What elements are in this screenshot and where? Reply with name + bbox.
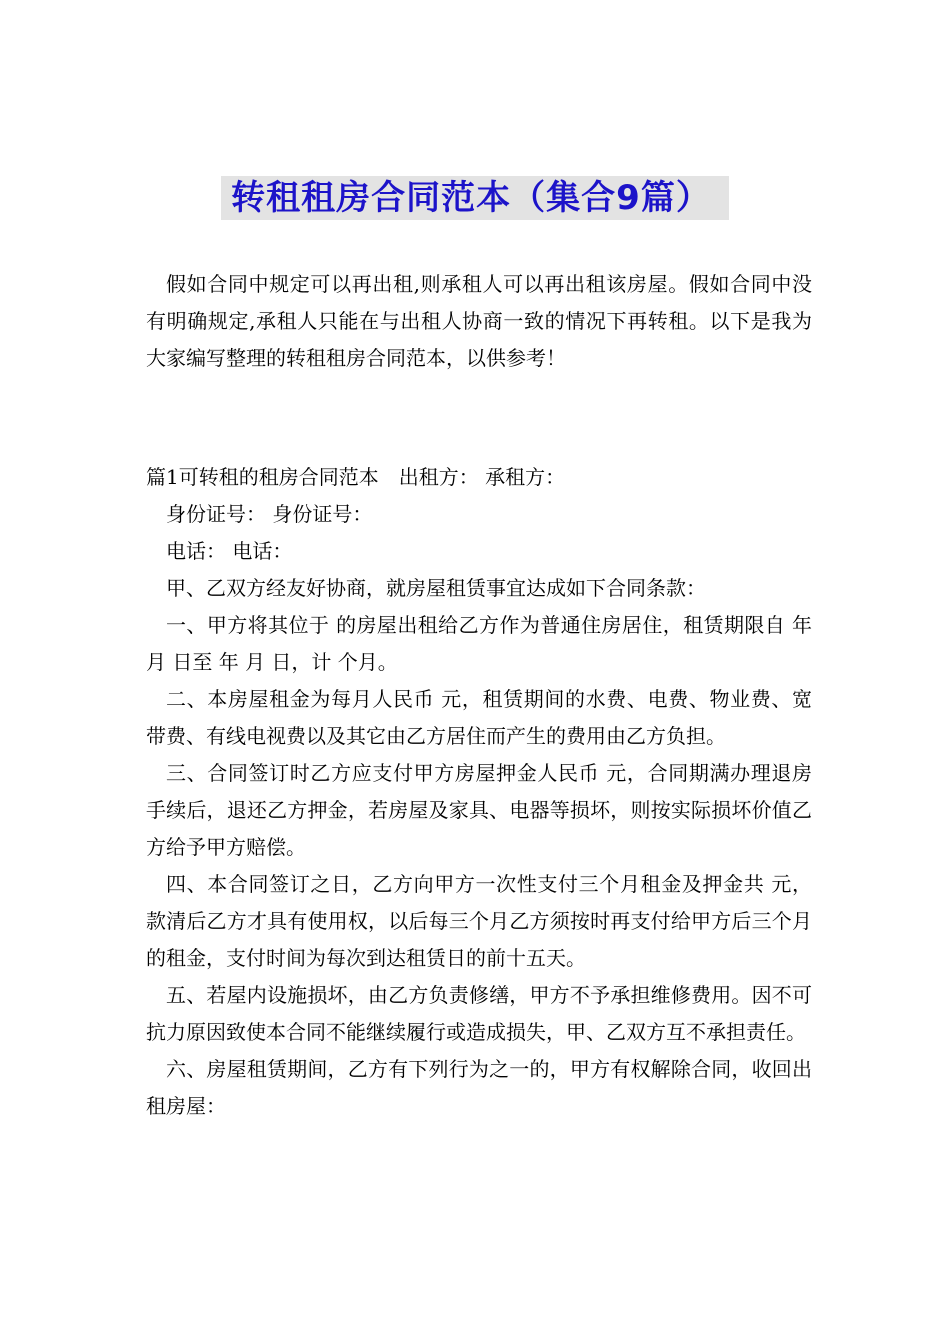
document-title: 转租租房合同范本（集合9篇）: [221, 176, 729, 220]
clause-4: 四、本合同签订之日，乙方向甲方一次性支付三个月租金及押金共 元，款清后乙方才具有使用权，以后每三个月乙方须按时再支付给甲方后三个月的租金，支付时间为每次到达租赁日的前十五天。: [146, 872, 812, 970]
clause-5: 五、若屋内设施损坏，由乙方负责修缮，甲方不予承担维修费用。因不可抗力原因致使本合同不能继续履行或造成损失，甲、乙双方互不承担责任。: [146, 983, 812, 1044]
id-number-line: 身份证号： 身份证号：: [166, 502, 373, 526]
title-wrap: [0, 176, 950, 220]
intro-paragraph: 假如合同中规定可以再出租,则承租人可以再出租该房屋。假如合同中没有明确规定,承租人只能在与出租人协商一致的情况下再转租。以下是我为大家编写整理的转租租房合同范本，以供参考！: [146, 272, 812, 370]
clause-1: 一、甲方将其位于 的房屋出租给乙方作为普通住房居住，租赁期限自 年 月 日至 年 月 日，计 个月。: [146, 613, 812, 674]
document-body: [146, 266, 812, 1125]
clause-6: 六、房屋租赁期间，乙方有下列行为之一的，甲方有权解除合同，收回出租房屋：: [146, 1057, 812, 1118]
section-heading: 篇1可转租的租房合同范本 出租方： 承租方：: [146, 465, 566, 489]
section-gap: [146, 377, 812, 459]
agreement-intro: 甲、乙双方经友好协商，就房屋租赁事宜达成如下合同条款：: [166, 576, 706, 600]
clause-2: 二、本房屋租金为每月人民币 元，租赁期间的水费、电费、物业费、宽带费、有线电视费以及其它由乙方居住而产生的费用由乙方负担。: [146, 687, 812, 748]
phone-line: 电话： 电话：: [166, 539, 293, 563]
clause-3: 三、合同签订时乙方应支付甲方房屋押金人民币 元，合同期满办理退房手续后，退还乙方押金，若房屋及家具、电器等损坏，则按实际损坏价值乙方给予甲方赔偿。: [146, 761, 812, 859]
